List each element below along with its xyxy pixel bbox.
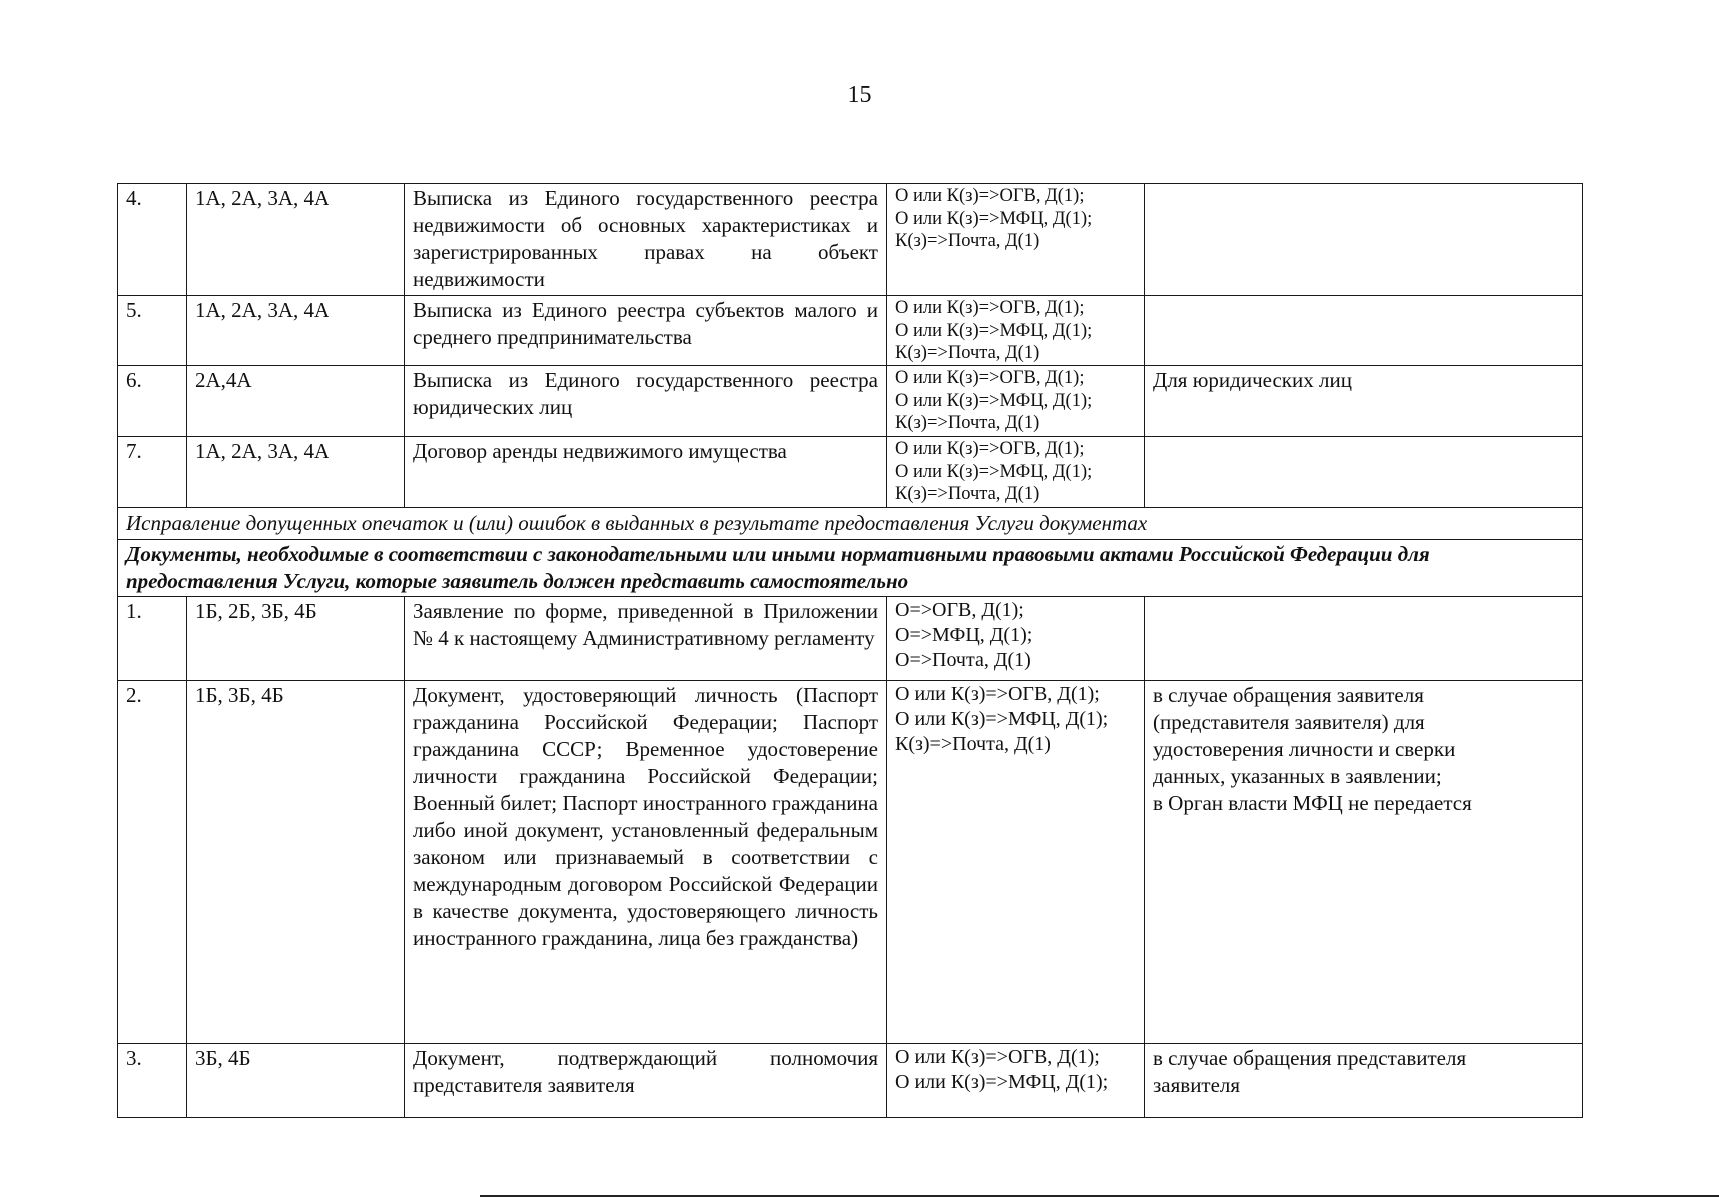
method-line: О или К(з)=>МФЦ, Д(1); bbox=[895, 461, 1093, 482]
method-line: О или К(з)=>ОГВ, Д(1); bbox=[895, 683, 1100, 705]
applicant-categories: 1А, 2А, 3А, 4А bbox=[187, 184, 405, 296]
row-number: 7. bbox=[118, 437, 187, 508]
method-line: К(з)=>Почта, Д(1) bbox=[895, 484, 1040, 504]
method-line: О или К(з)=>МФЦ, Д(1); bbox=[895, 320, 1093, 341]
note-line: заявителя bbox=[1153, 1073, 1241, 1097]
applicant-categories: 1А, 2А, 3А, 4А bbox=[187, 437, 405, 508]
note-line: (представителя заявителя) для bbox=[1153, 710, 1425, 734]
method-line: О или К(з)=>ОГВ, Д(1); bbox=[895, 368, 1085, 388]
submission-method bbox=[887, 366, 1145, 437]
table-row bbox=[118, 681, 1583, 1044]
row-number: 4. bbox=[118, 184, 187, 296]
method-line: К(з)=>Почта, Д(1) bbox=[895, 733, 1051, 755]
method-line: К(з)=>Почта, Д(1) bbox=[895, 413, 1040, 433]
note-line: удостоверения личности и сверки bbox=[1153, 737, 1456, 761]
document-name: Выписка из Единого реестра субъектов малого и среднего предпринимательства bbox=[405, 296, 887, 366]
document-name: Выписка из Единого государственного реестра недвижимости об основных характеристиках и зарегистрированных правах на объект недвижимости bbox=[405, 184, 887, 296]
submission-method bbox=[887, 1044, 1145, 1118]
method-line: К(з)=>Почта, Д(1) bbox=[895, 231, 1040, 251]
note-cell bbox=[1145, 296, 1583, 366]
table-row bbox=[118, 597, 1583, 681]
method-line: О=>ОГВ, Д(1); bbox=[895, 599, 1024, 621]
submission-method bbox=[887, 437, 1145, 508]
document-name: Документ, удостоверяющий личность (Паспорт гражданина Российской Федерации; Паспорт гражданина СССР; Временное удостоверение личности гражданина Российской Федерации; Военный билет; Паспорт иностранного гражданина либо иной документ, установленный федеральным законом или признаваемый в соответствии с международным договором Российской Федерации в качестве документа, удостоверяющего личность иностранного гражданина, лица без гражданства) bbox=[405, 681, 887, 1044]
method-line: О или К(з)=>МФЦ, Д(1); bbox=[895, 1071, 1109, 1093]
applicant-categories: 3Б, 4Б bbox=[187, 1044, 405, 1118]
table-row bbox=[118, 184, 1583, 296]
note-cell bbox=[1145, 597, 1583, 681]
row-number: 6. bbox=[118, 366, 187, 437]
applicant-categories: 2А,4А bbox=[187, 366, 405, 437]
row-number: 1. bbox=[118, 597, 187, 681]
row-number: 2. bbox=[118, 681, 187, 1044]
submission-method bbox=[887, 597, 1145, 681]
scan-edge-line bbox=[480, 1195, 1719, 1197]
applicant-categories: 1Б, 2Б, 3Б, 4Б bbox=[187, 597, 405, 681]
section-row bbox=[118, 508, 1583, 540]
row-number: 3. bbox=[118, 1044, 187, 1118]
note-cell bbox=[1145, 184, 1583, 296]
submission-method bbox=[887, 296, 1145, 366]
method-line: О=>МФЦ, Д(1); bbox=[895, 624, 1033, 646]
submission-method bbox=[887, 184, 1145, 296]
submission-method bbox=[887, 681, 1145, 1044]
table-row bbox=[118, 366, 1583, 437]
note-cell bbox=[1145, 681, 1583, 1044]
documents-table bbox=[117, 183, 1583, 1118]
page-number: 15 bbox=[847, 82, 872, 108]
section-heading-documents: Документы, необходимые в соответствии с законодательными или иными нормативными правовыми актами Российской Федерации для предоставления Услуги, которые заявитель должен представить самостоятельно bbox=[118, 540, 1583, 597]
table-row bbox=[118, 296, 1583, 366]
method-line: О или К(з)=>МФЦ, Д(1); bbox=[895, 390, 1093, 411]
applicant-categories: 1А, 2А, 3А, 4А bbox=[187, 296, 405, 366]
applicant-categories: 1Б, 3Б, 4Б bbox=[187, 681, 405, 1044]
table-row bbox=[118, 1044, 1583, 1118]
row-number: 5. bbox=[118, 296, 187, 366]
note-line: в Орган власти МФЦ не передается bbox=[1153, 791, 1472, 815]
method-line: О или К(з)=>ОГВ, Д(1); bbox=[895, 1046, 1100, 1068]
method-line: О или К(з)=>МФЦ, Д(1); bbox=[895, 208, 1093, 229]
note-line: в случае обращения представителя bbox=[1153, 1046, 1467, 1070]
note-cell bbox=[1145, 437, 1583, 508]
note-cell bbox=[1145, 1044, 1583, 1118]
method-line: О или К(з)=>ОГВ, Д(1); bbox=[895, 186, 1085, 206]
section-row bbox=[118, 540, 1583, 597]
note-cell: Для юридических лиц bbox=[1145, 366, 1583, 437]
method-line: К(з)=>Почта, Д(1) bbox=[895, 343, 1040, 363]
document-name: Заявление по форме, приведенной в Приложении № 4 к настоящему Административному регламенту bbox=[405, 597, 887, 681]
document-name: Документ, подтверждающий полномочия представителя заявителя bbox=[405, 1044, 887, 1118]
method-line: О=>Почта, Д(1) bbox=[895, 649, 1031, 671]
document-name: Выписка из Единого государственного реестра юридических лиц bbox=[405, 366, 887, 437]
method-line: О или К(з)=>ОГВ, Д(1); bbox=[895, 439, 1085, 459]
method-line: О или К(з)=>ОГВ, Д(1); bbox=[895, 298, 1085, 318]
section-heading-correction: Исправление допущенных опечаток и (или) ошибок в выданных в результате предоставления Услуги документах bbox=[118, 508, 1583, 540]
note-line: в случае обращения заявителя bbox=[1153, 683, 1424, 707]
table-row bbox=[118, 437, 1583, 508]
document-name: Договор аренды недвижимого имущества bbox=[405, 437, 887, 508]
method-line: О или К(з)=>МФЦ, Д(1); bbox=[895, 708, 1109, 730]
note-line: данных, указанных в заявлении; bbox=[1153, 764, 1442, 788]
